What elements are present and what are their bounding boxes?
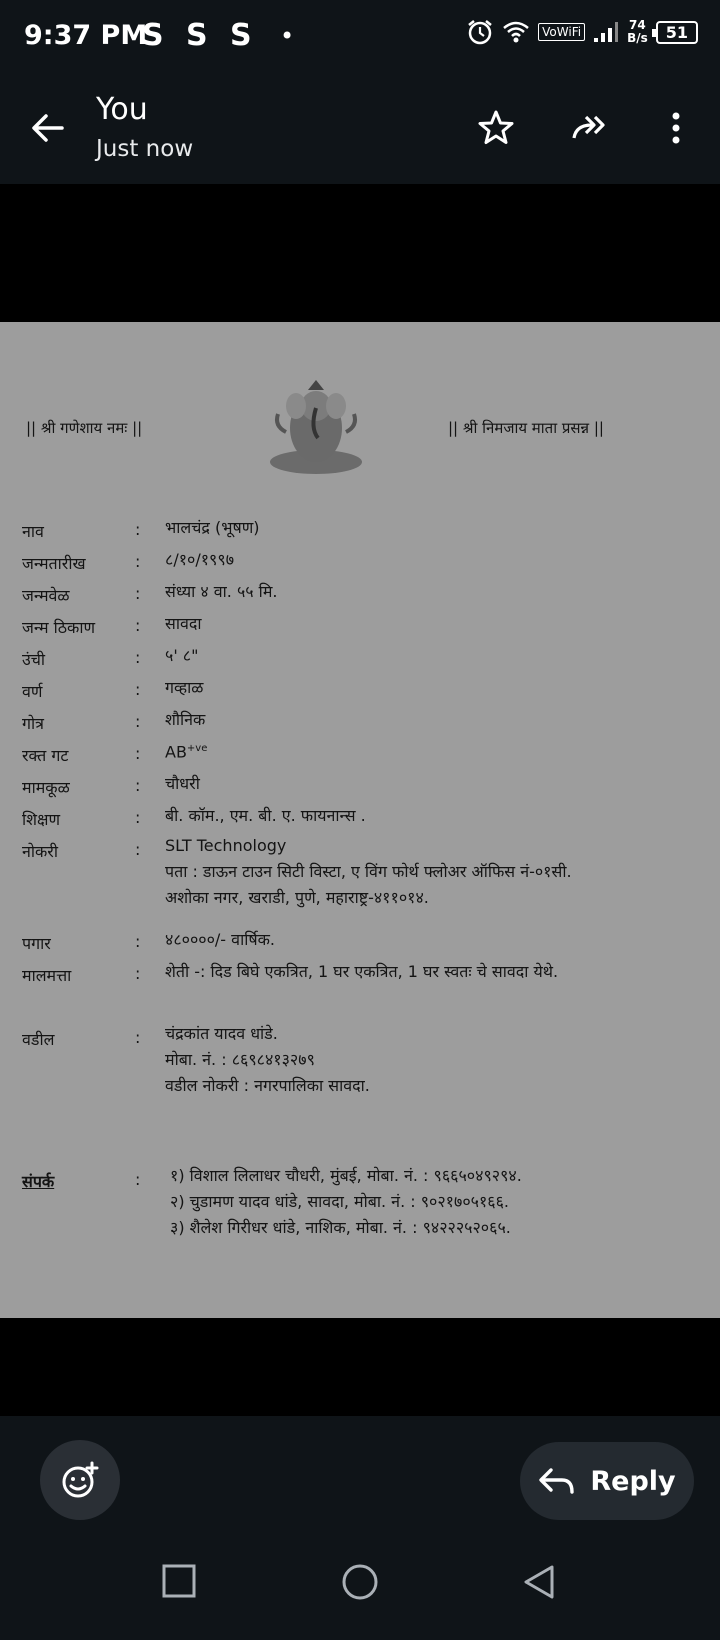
job-address-line2: अशोका नगर, खराडी, पुणे, महाराष्ट्र-४११०१४.	[165, 888, 429, 907]
field-label: वर्ण	[22, 682, 43, 701]
more-options-icon[interactable]	[656, 108, 696, 148]
forward-icon[interactable]	[570, 108, 610, 148]
field-value	[165, 736, 207, 765]
biodata-image[interactable]	[0, 322, 720, 1318]
field-colon: :	[135, 712, 141, 731]
ganesh-illustration	[264, 378, 368, 478]
net-speed-unit: B/s	[627, 31, 648, 45]
field-label: पगार	[22, 934, 51, 953]
field-value: संध्या ४ वा. ५५ मि.	[165, 582, 278, 601]
reply-label: Reply	[590, 1465, 676, 1497]
field-colon: :	[135, 680, 141, 699]
blood-rh-superscript: +ve	[186, 743, 208, 754]
field-label: शिक्षण	[22, 810, 61, 829]
blood-group-value: AB	[165, 742, 187, 762]
back-nav-icon[interactable]	[522, 1564, 556, 1602]
net-speed-value: 74	[629, 18, 646, 32]
contact-item: २) चुडामण यादव धांडे, सावदा, मोबा. नं. : ९०२१७०५१६६.	[170, 1192, 509, 1211]
notification-dot: •	[280, 22, 295, 50]
field-colon: :	[135, 964, 141, 983]
reply-button[interactable]	[520, 1442, 694, 1520]
field-colon: :	[135, 1170, 141, 1189]
add-reaction-icon	[60, 1460, 100, 1500]
field-label: जन्मवेळ	[22, 586, 70, 605]
contact-list	[170, 1163, 522, 1241]
alarm-icon	[466, 18, 494, 46]
s-app-icon: S	[186, 18, 208, 53]
field-value	[165, 1021, 370, 1099]
bottom-bar	[0, 1416, 720, 1640]
job-company: SLT Technology	[165, 836, 287, 855]
star-icon[interactable]	[476, 108, 516, 148]
field-colon: :	[135, 932, 141, 951]
sender-name: You	[96, 92, 148, 127]
s-app-icon: S	[230, 18, 252, 53]
app-header	[0, 74, 720, 184]
field-colon: :	[135, 744, 141, 763]
field-colon: :	[135, 776, 141, 795]
field-value: ४८००००/- वार्षिक.	[165, 930, 275, 949]
field-value: सावदा	[165, 614, 202, 633]
field-value: चौधरी	[165, 774, 200, 793]
status-bar	[0, 0, 720, 74]
field-value: शेती -: दिड बिघे एकत्रित, 1 घर एकत्रित, 1 घर स्वतः चे सावदा येथे.	[165, 962, 559, 981]
field-colon: :	[135, 808, 141, 827]
vowifi-badge: VoWiFi	[538, 23, 585, 41]
field-value: शौनिक	[165, 710, 206, 729]
field-colon: :	[135, 616, 141, 635]
header-invocation-right: || श्री निमजाय माता प्रसन्न ||	[448, 419, 604, 437]
field-label: मामकूळ	[22, 778, 70, 797]
field-label: नाव	[22, 522, 44, 541]
father-name: चंद्रकांत यादव धांडे.	[165, 1024, 278, 1043]
contact-item: १) विशाल लिलाधर चौधरी, मुंबई, मोबा. नं. : ९६६५०४९२९४.	[170, 1166, 522, 1185]
field-label: मालमत्ता	[22, 966, 72, 985]
father-mobile: मोबा. नं. : ८६९८४१३२७९	[165, 1050, 315, 1069]
field-colon: :	[135, 552, 141, 571]
wifi-icon	[502, 20, 530, 44]
field-value: भालचंद्र (भूषण)	[165, 518, 260, 537]
back-arrow-icon[interactable]	[28, 108, 68, 148]
field-value	[165, 833, 572, 911]
field-label: वडील	[22, 1030, 55, 1049]
status-time: 9:37 PM	[24, 20, 148, 51]
field-label: नोकरी	[22, 842, 59, 861]
recent-apps-icon[interactable]	[162, 1564, 196, 1598]
field-label: गोत्र	[22, 714, 44, 733]
contact-item: ३) शैलेश गिरीधर धांडे, नाशिक, मोबा. नं. : ९४२२२५२०६५.	[170, 1218, 511, 1237]
field-colon: :	[135, 584, 141, 603]
father-job: वडील नोकरी : नगरपालिका सावदा.	[165, 1076, 370, 1095]
home-icon[interactable]	[340, 1564, 380, 1604]
header-invocation-left: || श्री गणेशाय नमः ||	[26, 419, 143, 437]
reply-icon	[538, 1466, 576, 1496]
field-label: संपर्क	[22, 1172, 55, 1191]
field-label: जन्म ठिकाण	[22, 618, 96, 637]
status-icons	[466, 18, 698, 46]
s-app-icon: S	[142, 18, 164, 53]
field-label: उंची	[22, 650, 46, 669]
battery-indicator: 51	[656, 21, 698, 44]
message-time: Just now	[96, 136, 194, 162]
field-label: रक्त गट	[22, 746, 69, 765]
field-value: बी. कॉम., एम. बी. ए. फायनान्स .	[165, 806, 366, 825]
field-label: जन्मतारीख	[22, 554, 86, 573]
job-address-line1: पता : डाऊन टाउन सिटी विस्टा, ए विंग फोर्थ फ्लोअर ऑफिस नं-०१सी.	[165, 862, 572, 881]
field-colon: :	[135, 1028, 141, 1047]
net-speed	[627, 19, 648, 45]
field-value: गव्हाळ	[165, 678, 204, 697]
field-colon: :	[135, 520, 141, 539]
signal-icon	[593, 21, 619, 43]
field-colon: :	[135, 840, 141, 859]
field-colon: :	[135, 648, 141, 667]
add-reaction-button[interactable]	[40, 1440, 120, 1520]
field-value: ८/१०/१९९७	[165, 550, 235, 569]
field-value: ५' ८"	[165, 646, 199, 665]
